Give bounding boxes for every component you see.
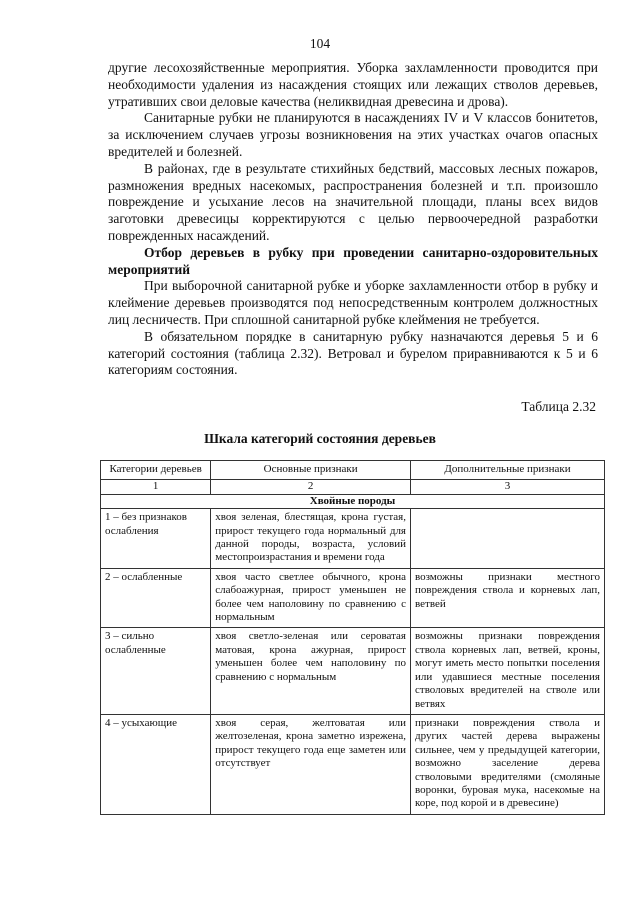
category-cell: 1 – без признаков ослабления — [101, 509, 211, 569]
table-label: Таблица 2.32 — [521, 399, 596, 414]
body-text — [108, 60, 598, 379]
page-number: 104 — [309, 36, 331, 51]
paragraph: Санитарные рубки не планируются в насаждениях IV и V классов бонитетов, за исключением случаев угрозы возникновения на этих участках очагов опасных вредителей и болезней. — [108, 110, 598, 159]
table-title: Шкала категорий состояния деревьев — [204, 431, 436, 446]
condition-scale-table — [100, 460, 605, 815]
main-signs-cell: хвоя зеленая, блестящая, крона густая, прирост текущего года нормальный для данной породы, возраста, условий местопроизрастания и времени года — [211, 509, 411, 569]
paragraph: В обязательном порядке в санитарную рубку назначаются деревья 5 и 6 категорий состояния (таблица 2.32). Ветровал и бурелом приравниваются к 5 и 6 категориям состояния. — [108, 328, 598, 378]
section-heading: Отбор деревьев в рубку при проведении санитарно-оздоровительных мероприятий — [108, 244, 598, 277]
extra-signs-cell: возможны признаки повреждения ствола корневых лап, ветвей, кроны, могут иметь место попытки поселения или удавшиеся местные поселения стволовых вредителей на стволе или ветвях — [411, 628, 605, 714]
column-number: 1 — [101, 480, 211, 494]
column-header: Категории деревьев — [101, 461, 211, 480]
main-signs-cell: хвоя часто светлее обычного, крона слабоажурная, прирост уменьшен не более чем наполовину по сравнению с нормальным — [211, 568, 411, 628]
extra-signs-cell: признаки повреждения ствола и других частей дерева выражены сильнее, чем у предыдущей категории, возможно заселение дерева стволовыми вредителями (смоляные воронки, буровая мука, насекомые на коре, под корой и в древесине) — [411, 714, 605, 814]
category-cell: 2 – ослабленные — [101, 568, 211, 628]
column-header: Основные признаки — [211, 461, 411, 480]
paragraph: При выборочной санитарной рубке и уборке захламленности отбор в рубку и клеймение деревьев производятся под непосредственным контролем должностных лиц лесничеств. При сплошной санитарной рубке клеймения не требуется. — [108, 278, 598, 327]
column-number: 3 — [411, 480, 605, 494]
table-row — [101, 509, 605, 569]
category-cell: 3 – сильно ослабленные — [101, 628, 211, 714]
group-row — [101, 494, 605, 508]
table-row — [101, 568, 605, 628]
paragraph: В районах, где в результате стихийных бедствий, массовых лесных пожаров, размножения вредных насекомых, распространения болезней и т.п. произошло повреждение и усыхание лесов на значительной площади, планы всех видов заготовки древесицы корректируются с целью первоочередной разработки поврежденных насаждений. — [108, 160, 598, 243]
column-header: Дополнительные признаки — [411, 461, 605, 480]
table-row — [101, 714, 605, 814]
table-header-row — [101, 461, 605, 480]
extra-signs-cell — [411, 509, 605, 569]
extra-signs-cell: возможны признаки местного повреждения ствола и корневых лап, ветвей — [411, 568, 605, 628]
paragraph: другие лесохозяйственные мероприятия. Уборка захламленности проводится при необходимости удаления из насаждения стоящих или лежащих стволов деревьев, утративших свои деловые качества (неликвидная древесина и дрова). — [108, 60, 598, 109]
main-signs-cell: хвоя серая, желтоватая или желтозеленая, крона заметно изрежена, прирост текущего года еще заметен или отсутствует — [211, 714, 411, 814]
main-signs-cell: хвоя светло-зеленая или сероватая матовая, крона ажурная, прирост уменьшен более чем наполовину по сравнению с нормальным — [211, 628, 411, 714]
column-number-row — [101, 480, 605, 494]
column-number: 2 — [211, 480, 411, 494]
group-label: Хвойные породы — [101, 494, 605, 508]
table-row — [101, 628, 605, 714]
category-cell: 4 – усыхающие — [101, 714, 211, 814]
